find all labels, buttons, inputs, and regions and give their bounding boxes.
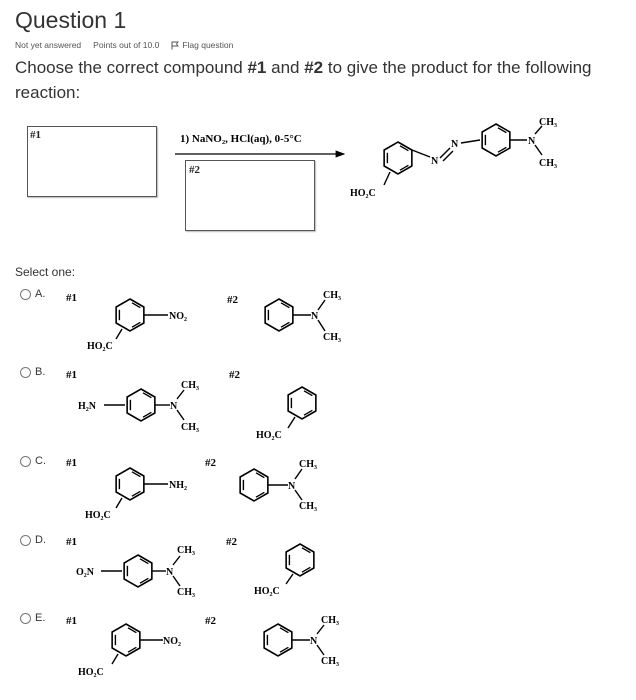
- option-b-radio[interactable]: [20, 367, 31, 378]
- svg-text:#2: #2: [205, 615, 216, 627]
- svg-text:#1: #1: [66, 457, 77, 469]
- option-e-letter: E.: [35, 612, 46, 624]
- reaction-conditions: 1) NaNO₂, HCl(aq), 0-5°C: [180, 133, 302, 145]
- product-structure: [350, 117, 557, 199]
- option-a[interactable]: [20, 288, 45, 300]
- option-d-structures: [66, 536, 314, 598]
- select-one-label: Select one:: [15, 265, 76, 279]
- svg-text:O₂N: O₂N: [76, 567, 94, 578]
- option-b[interactable]: [20, 366, 45, 378]
- svg-text:#2: #2: [227, 294, 238, 306]
- question-title: Question 1: [15, 7, 127, 33]
- option-a-letter: A.: [35, 288, 46, 300]
- svg-text:CH₃: CH₃: [177, 587, 195, 598]
- compound-1-label: #1: [30, 129, 41, 141]
- svg-text:CH₃: CH₃: [539, 117, 557, 128]
- svg-text:#1: #1: [66, 615, 77, 627]
- svg-text:#1: #1: [66, 292, 77, 304]
- svg-text:#2: #2: [205, 457, 216, 469]
- svg-text:N: N: [170, 401, 178, 412]
- option-a-radio[interactable]: [20, 289, 31, 300]
- points-label: Points out of 10.0: [93, 40, 160, 50]
- option-c-structures: [66, 457, 317, 521]
- svg-text:#2: #2: [226, 536, 237, 548]
- svg-text:N: N: [166, 567, 174, 578]
- option-b-structures: [66, 369, 316, 441]
- option-c-letter: C.: [35, 455, 46, 467]
- option-e[interactable]: [20, 612, 45, 624]
- svg-text:N: N: [431, 156, 439, 167]
- svg-text:NH₂: NH₂: [169, 480, 187, 491]
- svg-text:N: N: [311, 311, 319, 322]
- option-a-structures: [66, 290, 341, 352]
- option-e-radio[interactable]: [20, 613, 31, 624]
- svg-text:CH₃: CH₃: [181, 422, 199, 433]
- option-e-structures: [66, 615, 339, 678]
- question-prompt: Choose the correct compound #1 and #2 to give the product for the following reaction:: [15, 58, 592, 102]
- svg-text:CH₃: CH₃: [177, 545, 195, 556]
- option-d-letter: D.: [35, 534, 46, 546]
- option-d-radio[interactable]: [20, 535, 31, 546]
- svg-text:HO₂C: HO₂C: [87, 341, 113, 352]
- answer-status: Not yet answered: [15, 40, 82, 50]
- option-c[interactable]: [20, 455, 46, 467]
- svg-text:HO₂C: HO₂C: [85, 510, 111, 521]
- svg-text:NO₂: NO₂: [169, 311, 187, 322]
- svg-text:CH₃: CH₃: [181, 380, 199, 391]
- svg-text:CH₃: CH₃: [321, 615, 339, 626]
- svg-text:HO₂C: HO₂C: [78, 667, 104, 678]
- flag-question-label: Flag question: [182, 40, 234, 50]
- svg-text:CH₃: CH₃: [323, 332, 341, 343]
- svg-text:N: N: [310, 636, 318, 647]
- compound-2-label: #2: [189, 164, 200, 176]
- svg-text:CH₃: CH₃: [323, 290, 341, 301]
- svg-text:#2: #2: [229, 369, 240, 381]
- svg-text:CH₃: CH₃: [299, 459, 317, 470]
- option-c-radio[interactable]: [20, 456, 31, 467]
- svg-text:N: N: [288, 481, 296, 492]
- svg-text:N: N: [528, 136, 536, 147]
- option-b-letter: B.: [35, 366, 46, 378]
- svg-text:CH₃: CH₃: [299, 501, 317, 512]
- svg-text:CH₃: CH₃: [539, 158, 557, 169]
- svg-text:NO₂: NO₂: [163, 636, 181, 647]
- svg-text:HO₂C: HO₂C: [256, 430, 282, 441]
- svg-text:HO₂C: HO₂C: [350, 188, 376, 199]
- svg-text:#1: #1: [66, 369, 77, 381]
- svg-text:CH₃: CH₃: [321, 656, 339, 667]
- svg-text:H₂N: H₂N: [78, 401, 96, 412]
- svg-text:#1: #1: [66, 536, 77, 548]
- option-d[interactable]: [20, 534, 46, 546]
- svg-text:HO₂C: HO₂C: [254, 586, 280, 597]
- svg-text:N: N: [451, 139, 459, 150]
